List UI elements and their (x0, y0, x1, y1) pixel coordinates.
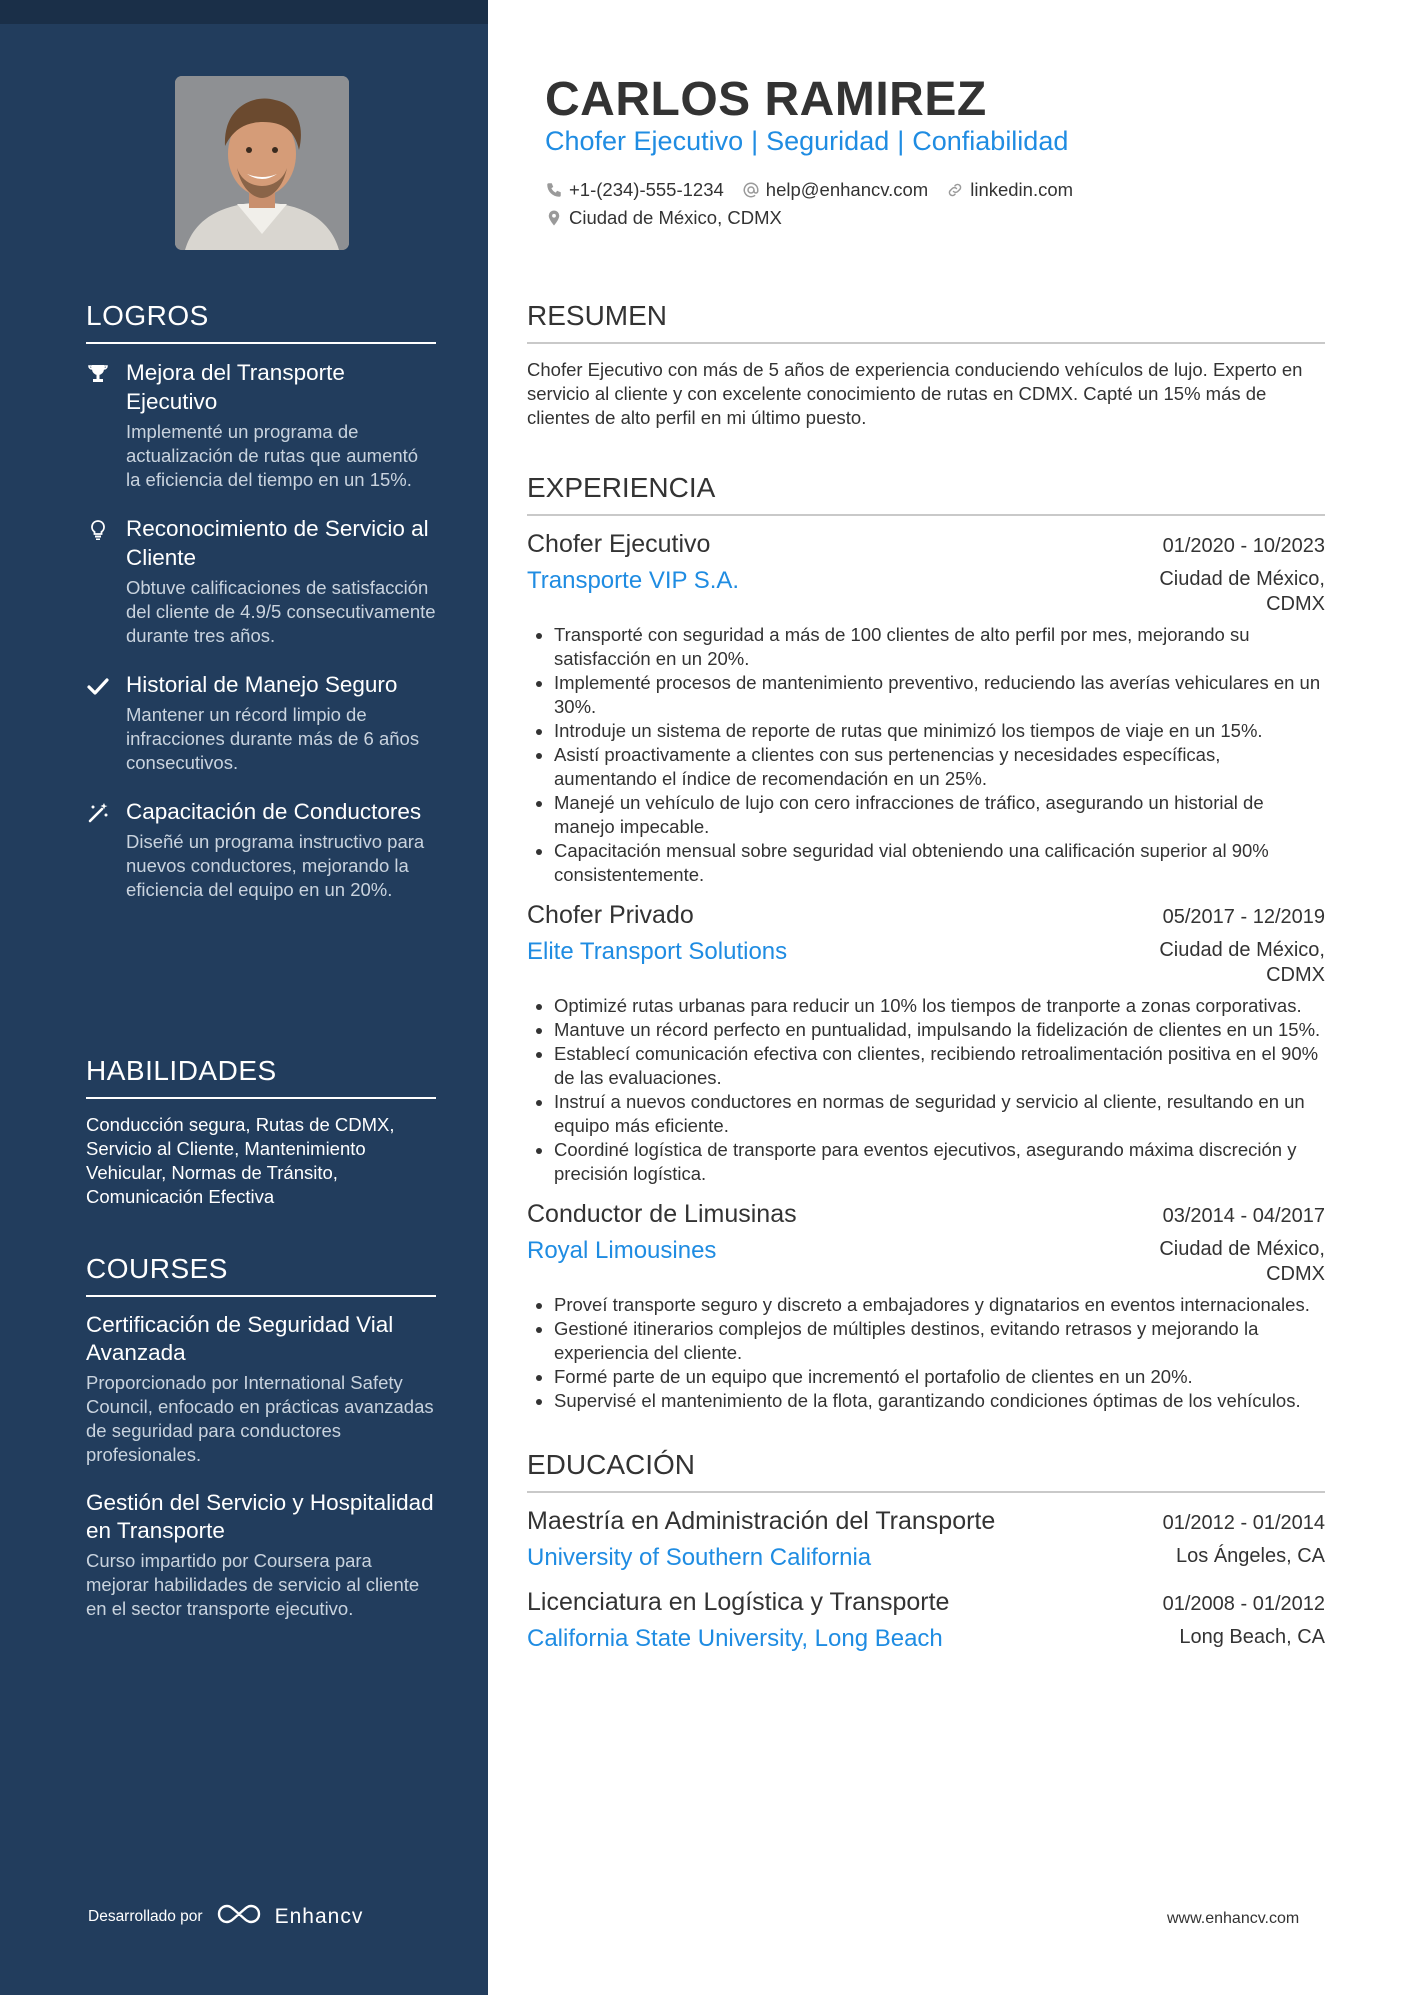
job-bullet: • Formé parte de un equipo que incrementó el portafolio de clientes en un 20%. (554, 1365, 1325, 1389)
achievement-title: Historial de Manejo Seguro (126, 672, 398, 697)
achievement-desc: Mantener un récord limpio de infracciones durante más de 6 años consecutivos. (126, 704, 420, 773)
job-entry (527, 1200, 1325, 1413)
powered-by (88, 1902, 363, 1931)
achievement-desc: Obtuve calificaciones de satisfacción del cliente de 4.9/5 consecutivamente durante tres años. (126, 577, 436, 646)
course-item (86, 1311, 436, 1467)
sidebar-top-bar (0, 0, 488, 24)
skills-list: Conducción segura, Rutas de CDMX, Servicio al Cliente, Mantenimiento Vehicular, Normas de Tránsito, Comunicación Efectiva (86, 1114, 395, 1207)
job-location: Ciudad de México, CDMX (1159, 939, 1325, 986)
achievement-desc: Implementé un programa de actualización de rutas que aumentó la eficiencia del tiempo en un 15%. (126, 421, 419, 490)
location-pin-icon (545, 209, 563, 227)
job-bullet: • Mantuve un récord perfecto en puntualidad, impulsando la fidelización de clientes en un 15%. (554, 1018, 1325, 1042)
job-bullets (527, 994, 1325, 1186)
headline (545, 126, 1068, 157)
school-name: University of Southern California (527, 1544, 872, 1571)
achievement-item (86, 514, 436, 648)
enhancv-logo-icon (215, 1902, 263, 1931)
summary-section (527, 300, 1325, 430)
linkedin-contact[interactable] (946, 179, 1073, 201)
brand-name: Enhancv (274, 1904, 364, 1928)
experience-title: EXPERIENCIA (527, 472, 1325, 516)
achievement-item (86, 358, 436, 492)
phone-icon (545, 181, 563, 199)
achievement-desc: Diseñé un programa instructivo para nuevos conductores, mejorando la eficiencia del equipo en un 20%. (126, 831, 425, 900)
course-item (86, 1489, 436, 1621)
linkedin-text: linkedin.com (970, 179, 1074, 200)
education-dates: 01/2008 - 01/2012 (1162, 1593, 1325, 1615)
company-name: Elite Transport Solutions (527, 938, 788, 965)
courses-section (86, 1253, 436, 1643)
job-dates: 01/2020 - 10/2023 (1162, 535, 1325, 557)
candidate-name: CARLOS RAMIREZ (545, 73, 987, 126)
job-bullets (527, 623, 1325, 887)
course-desc: Proporcionado por International Safety Council, enfocado en prácticas avanzadas de seguridad para conductores profesionales. (86, 1372, 434, 1465)
job-bullet: • Introduje un sistema de reporte de rutas que minimizó los tiempos de viaje en un 15%. (554, 719, 1325, 743)
company-name: Royal Limousines (527, 1237, 717, 1264)
lightbulb-icon (86, 518, 110, 542)
job-title: Chofer Ejecutivo (527, 530, 711, 558)
wand-icon (86, 801, 110, 825)
skills-section (86, 1055, 436, 1209)
job-entry (527, 530, 1325, 887)
job-bullet: • Supervisé el mantenimiento de la flota, garantizando condiciones óptimas de los vehículos. (554, 1389, 1325, 1413)
education-entry (527, 1507, 1325, 1572)
job-dates: 03/2014 - 04/2017 (1162, 1205, 1325, 1227)
powered-by-label: Desarrollado por (88, 1907, 203, 1925)
profile-photo (175, 76, 349, 250)
education-location: Long Beach, CA (1179, 1626, 1325, 1648)
achievements-section (86, 300, 436, 924)
education-section (527, 1449, 1325, 1653)
headline-separator: | (751, 126, 759, 156)
summary-text: Chofer Ejecutivo con más de 5 años de experiencia conduciendo vehículos de lujo. Experto en servicio al cliente y con excelente conocimiento de rutas en CDMX. Capté un 15% más de clientes de alto perfil en mi último puesto. (527, 359, 1303, 428)
achievement-title: Mejora del Transporte Ejecutivo (126, 360, 345, 414)
degree-title: Maestría en Administración del Transporte (527, 1507, 996, 1535)
experience-section (527, 472, 1325, 1413)
job-bullet: • Implementé procesos de mantenimiento preventivo, reduciendo las averías vehiculares en un 30%. (554, 671, 1325, 719)
check-icon (86, 674, 110, 698)
headline-separator: | (897, 126, 905, 156)
contact-info (545, 176, 1073, 232)
job-bullet: • Establecí comunicación efectiva con clientes, recibiendo retroalimentación positiva en el 90% de las evaluaciones. (554, 1042, 1325, 1090)
company-name: Transporte VIP S.A. (527, 567, 740, 594)
phone-contact[interactable] (545, 179, 724, 201)
education-dates: 01/2012 - 01/2014 (1162, 1512, 1325, 1534)
achievement-item (86, 797, 436, 902)
headline-item: Seguridad (766, 126, 890, 156)
job-location: Ciudad de México, CDMX (1159, 568, 1325, 615)
school-name: California State University, Long Beach (527, 1625, 943, 1652)
education-title: EDUCACIÓN (527, 1449, 1325, 1493)
email-contact[interactable] (742, 179, 928, 201)
job-bullet: • Proveí transporte seguro y discreto a embajadores y dignatarios en eventos internacionales. (554, 1293, 1325, 1317)
job-dates: 05/2017 - 12/2019 (1162, 906, 1325, 928)
job-title: Chofer Privado (527, 901, 694, 929)
job-bullet: • Manejé un vehículo de lujo con cero infracciones de tráfico, asegurando un historial de manejo impecable. (554, 791, 1325, 839)
job-bullet: • Coordiné logística de transporte para eventos ejecutivos, asegurando máxima discreción y precisión logística. (554, 1138, 1325, 1186)
phone-text: +1-(234)-555-1234 (569, 179, 724, 200)
achievement-item (86, 670, 436, 775)
main-content (527, 300, 1325, 1669)
summary-title: RESUMEN (527, 300, 1325, 344)
trophy-icon (86, 362, 110, 386)
footer-url[interactable]: www.enhancv.com (1167, 1910, 1300, 1927)
achievements-title: LOGROS (86, 300, 436, 344)
headline-item: Confiabilidad (912, 126, 1069, 156)
skills-title: HABILIDADES (86, 1055, 436, 1099)
location-contact (545, 207, 782, 229)
job-entry (527, 901, 1325, 1186)
at-icon (742, 181, 760, 199)
course-title: Gestión del Servicio y Hospitalidad en Transporte (86, 1490, 434, 1543)
job-bullet: • Instruí a nuevos conductores en normas de seguridad y servicio al cliente, resultando en un equipo más eficiente. (554, 1090, 1325, 1138)
job-bullet: • Gestioné itinerarios complejos de múltiples destinos, evitando retrasos y mejorando la experiencia del cliente. (554, 1317, 1325, 1365)
sidebar (0, 0, 488, 1995)
course-desc: Curso impartido por Coursera para mejorar habilidades de servicio al cliente en el sector transporte ejecutivo. (86, 1550, 420, 1619)
degree-title: Licenciatura en Logística y Transporte (527, 1588, 950, 1616)
achievement-title: Capacitación de Conductores (126, 799, 422, 824)
education-location: Los Ángeles, CA (1176, 1545, 1325, 1567)
job-bullet: • Transporté con seguridad a más de 100 clientes de alto perfil por mes, mejorando su satisfacción en un 20%. (554, 623, 1325, 671)
email-text: help@enhancv.com (765, 179, 929, 200)
location-text: Ciudad de México, CDMX (569, 207, 782, 228)
job-location: Ciudad de México, CDMX (1159, 1238, 1325, 1285)
achievement-title: Reconocimiento de Servicio al Cliente (126, 516, 429, 570)
job-bullet: • Capacitación mensual sobre seguridad vial obteniendo una calificación superior al 90% consistentemente. (554, 839, 1325, 887)
headline-item: Chofer Ejecutivo (545, 126, 744, 156)
link-icon (946, 181, 964, 199)
job-bullet: • Asistí proactivamente a clientes con sus pertenencias y necesidades específicas, aumentando el índice de recomendación en un 25%. (554, 743, 1325, 791)
education-entry (527, 1588, 1325, 1653)
courses-title: COURSES (86, 1253, 436, 1297)
job-bullets (527, 1293, 1325, 1413)
course-title: Certificación de Seguridad Vial Avanzada (86, 1312, 394, 1365)
job-title: Conductor de Limusinas (527, 1200, 797, 1228)
job-bullet: • Optimizé rutas urbanas para reducir un 10% los tiempos de tranporte a zonas corporativas. (554, 994, 1325, 1018)
